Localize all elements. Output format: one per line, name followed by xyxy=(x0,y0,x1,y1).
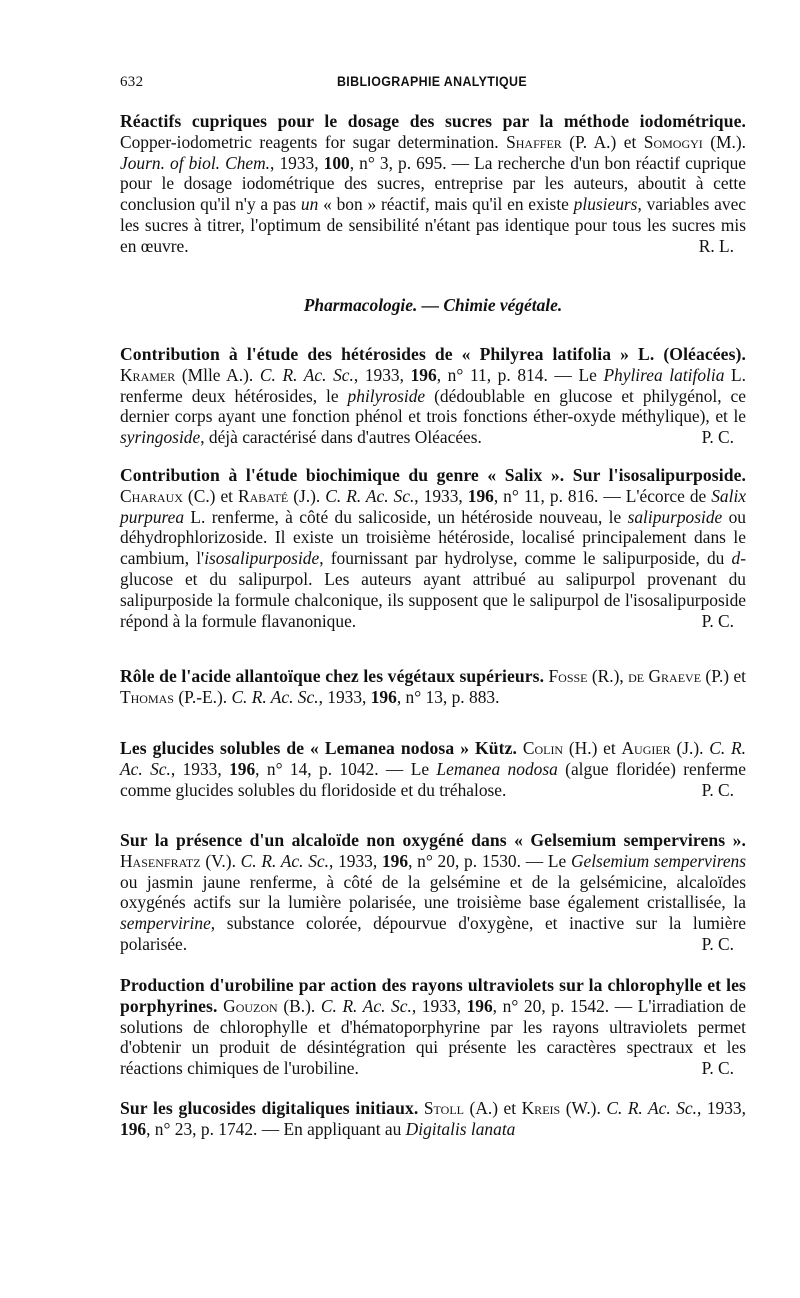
journal-name: C. R. Ac. Sc. xyxy=(320,995,412,1016)
volume: 196 xyxy=(381,850,409,871)
author-name: Somogyi xyxy=(643,131,703,152)
abstract-entry: Les glucides solubles de « Lemanea nodosa » Kütz. Colin (H.) et Augier (J.). C. R. Ac. Sc., 1933, 196, n° 14, p. 1042. — Le Lemanea nodosa (algue floridée) renferme comme glucides solubles du floridoside et du tréhalose. P. C. xyxy=(120,738,746,800)
journal-name: C. R. Ac. Sc. xyxy=(606,1098,697,1118)
entry-title: Réactifs cupriques pour le dosage des sucres par la méthode iodométrique. xyxy=(120,111,746,131)
journal-name: C. R. Ac. Sc. xyxy=(120,738,746,779)
volume: 196 xyxy=(467,485,494,506)
running-title: BIBLIOGRAPHIE ANALYTIQUE xyxy=(336,74,528,89)
journal-name: C. R. Ac. Sc. xyxy=(259,364,354,385)
author-name: Hasenfratz xyxy=(120,850,201,871)
volume: 196 xyxy=(120,1118,147,1139)
abstract-entry: Sur les glucosides digitaliques initiaux. Stoll (A.) et Kreis (W.). C. R. Ac. Sc., 1933, 196, n° 23, p. 1742. — En appliquant au Digitalis lanata xyxy=(120,1098,746,1139)
entry-title: Sur les glucosides digitaliques initiaux. xyxy=(120,1098,419,1118)
abstract-entry: Rôle de l'acide allantoïque chez les végétaux supérieurs. Fosse (R.), de Graeve (P.) et Thomas (P.-E.). C. R. Ac. Sc., 1933, 196, n° 13, p. 883. xyxy=(120,666,746,707)
entry-title: Rôle de l'acide allantoïque chez les végétaux supérieurs. xyxy=(120,666,545,686)
author-name: Shaffer xyxy=(506,131,562,152)
journal-name: C. R. Ac. Sc. xyxy=(231,686,319,707)
author-name: Colin xyxy=(522,738,564,758)
author-name: Kreis xyxy=(521,1098,561,1118)
section-heading: Pharmacologie. — Chimie végétale. xyxy=(303,295,563,315)
author-name: Rabaté xyxy=(237,485,289,506)
author-name: Thomas xyxy=(120,686,174,707)
volume: 100 xyxy=(323,152,350,173)
author-name: Kramer xyxy=(120,364,176,385)
running-header xyxy=(120,74,744,98)
journal-name: C. R. Ac. Sc. xyxy=(325,485,415,506)
reviewer-initials: P. C. xyxy=(701,1058,734,1079)
journal-name: C. R. Ac. Sc. xyxy=(240,850,329,871)
entry-title: Contribution à l'étude biochimique du genre « Salix ». Sur l'isosalipurposide. xyxy=(120,465,746,485)
abstract-entry: Contribution à l'étude biochimique du genre « Salix ». Sur l'isosalipurposide. Charaux (C.) et Rabaté (J.). C. R. Ac. Sc., 1933, 196, n° 11, p. 816. — L'écorce de Salix purpurea L. renferme, à côté du salicoside, un hétéroside nouveau, le salipurposide ou déhydrophlorizoside. Il existe un troisième hétéroside, localisé principalement dans le cambium, l'isosalipurposide, fournissant par hydrolyse, comme le salipurposide, du d-glucose et du salipurpol. Les auteurs ayant attribué au salipurpol provenant du salipurposide la formule chalconique, ils supposent que le salipurpol de l'isosalipurposide répond à la formule flavanonique. P. C. xyxy=(120,465,747,631)
reviewer-initials: P. C. xyxy=(701,779,734,800)
reviewer-initials: P. C. xyxy=(701,427,734,448)
volume: 196 xyxy=(229,758,256,779)
author-name: Fosse xyxy=(548,666,588,686)
abstract-entry: Réactifs cupriques pour le dosage des sucres par la méthode iodométrique. Copper-iodometric reagents for sugar determination. Shaffer (P. A.) et Somogyi (M.). Journ. of biol. Chem., 1933, 100, n° 3, p. 695. — La recherche d'un bon réactif cuprique pour le dosage iodométrique des sucres, entreprise par les auteurs, aboutit à cette conclusion qu'il n'y a pas un « bon » réactif, mais qu'il en existe plusieurs, variables avec les sucres à titrer, l'optimum de sensibilité n'étant pas identique pour tous les sucres mis en œuvre. R. L. xyxy=(120,111,747,256)
author-name: Stoll xyxy=(423,1098,465,1118)
abstract-entry: Contribution à l'étude des hétérosides de « Philyrea latifolia » L. (Oléacées). Kramer (Mlle A.). C. R. Ac. Sc., 1933, 196, n° 11, p. 814. — Le Phylirea latifolia L. renferme deux hétérosides, le philyroside (dédoublable en glucose et philygénol, ce dernier corps ayant une fonction phénol et trois fonctions éther-oxyde méthylique), et le syringoside, déjà caractérisé dans d'autres Oléacées. P. C. xyxy=(120,344,746,448)
author-name: de Graeve xyxy=(628,666,702,686)
entry-title: Contribution à l'étude des hétérosides de « Philyrea latifolia » L. (Oléacées). xyxy=(120,344,746,364)
abstract-entry: Production d'urobiline par action des rayons ultraviolets sur la chlorophylle et les porphyrines. Gouzon (B.). C. R. Ac. Sc., 1933, 196, n° 20, p. 1542. — L'irradiation de solutions de chlorophylle et d'hématoporphyrine par les rayons ultraviolets permet d'obtenir un produit de désintégration qui présente les caractères spectraux et les réactions chimiques de l'urobiline. P. C. xyxy=(120,975,747,1079)
author-name: Augier xyxy=(621,738,671,758)
author-name: Charaux xyxy=(120,485,183,506)
entry-title: Les glucides solubles de « Lemanea nodosa » Kütz. xyxy=(120,738,518,758)
page-number: 632 xyxy=(120,74,144,90)
reviewer-initials: R. L. xyxy=(698,235,734,256)
volume: 196 xyxy=(370,686,397,707)
entry-title: Production d'urobiline par action des rayons ultraviolets sur la chlorophylle et les porphyrines. xyxy=(120,975,746,1016)
entry-title: Sur la présence d'un alcaloïde non oxygéné dans « Gelsemium sempervirens ». xyxy=(120,830,746,850)
author-name: Gouzon xyxy=(223,995,278,1016)
volume: 196 xyxy=(410,364,437,385)
reviewer-initials: P. C. xyxy=(701,933,734,954)
abstract-entry: Sur la présence d'un alcaloïde non oxygéné dans « Gelsemium sempervirens ». Hasenfratz (V.). C. R. Ac. Sc., 1933, 196, n° 20, p. 1530. — Le Gelsemium sempervirens ou jasmin jaune renferme, à côté de la gelsémine et de la gelsémicine, alcaloïdes oxygénés actifs sur la lumière polarisée, une troisième base également cristallisée, la sempervirine, substance colorée, dépourvue d'oxygène, et inactive sur la lumière polarisée. P. C. xyxy=(120,830,747,954)
reviewer-initials: P. C. xyxy=(701,610,734,631)
volume: 196 xyxy=(466,995,493,1016)
journal-name: Journ. of biol. Chem. xyxy=(120,152,271,173)
